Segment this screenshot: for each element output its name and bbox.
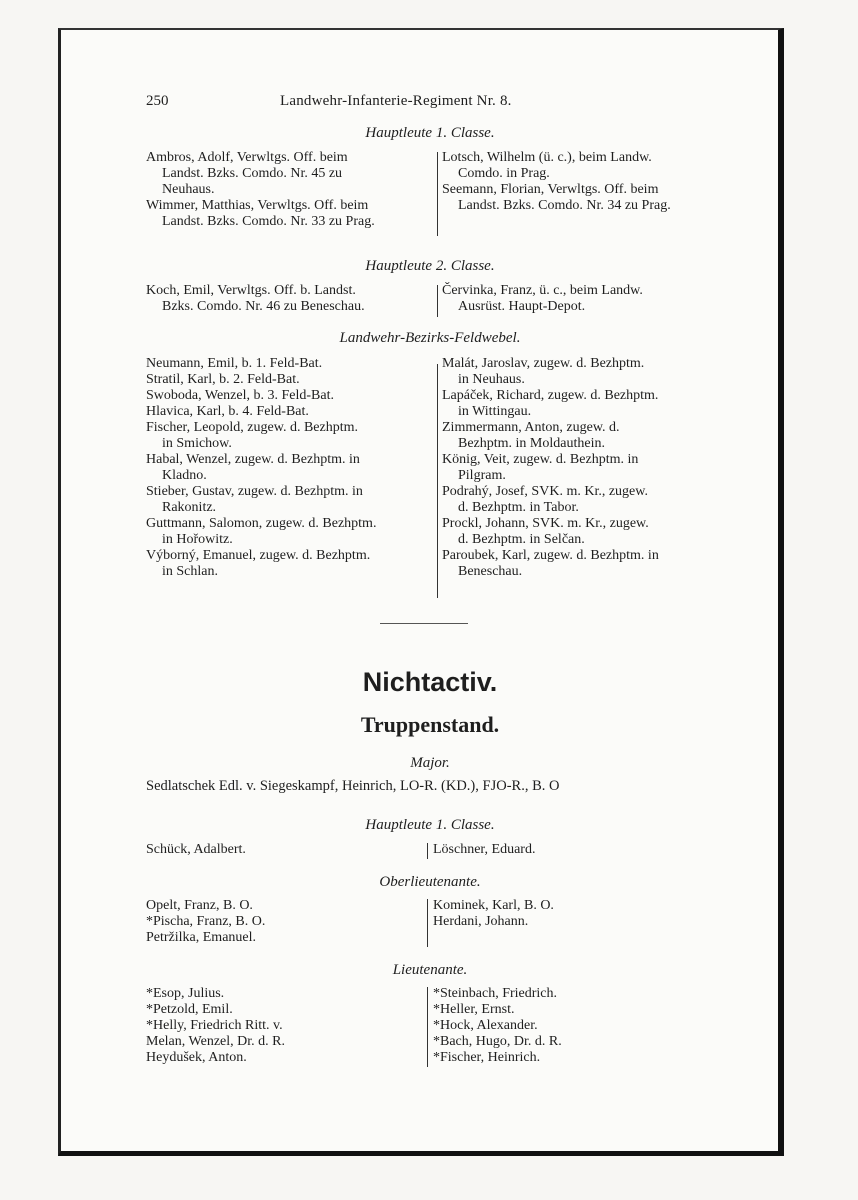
hauptleute-2-right (442, 283, 730, 315)
entry-name-line: Malát, Jaroslav, zugew. d. Bezhptm. (442, 356, 645, 371)
entry-continuation-line: Landst. Bzks. Comdo. Nr. 45 zu (162, 166, 343, 181)
entry-name-line: Petržilka, Emanuel. (146, 930, 257, 945)
entry-name-line: *Fischer, Heinrich. (433, 1050, 541, 1065)
entry-continuation-line: in Neuhaus. (458, 372, 525, 387)
entry-name-line: König, Veit, zugew. d. Bezhptm. in (442, 452, 639, 467)
entry-name-line: Melan, Wenzel, Dr. d. R. (146, 1034, 285, 1049)
lieutenante-right (433, 986, 713, 1066)
entry-continuation-line: in Hořowitz. (162, 532, 233, 547)
entry-name-line: Neumann, Emil, b. 1. Feld-Bat. (146, 356, 323, 371)
roster-entry (146, 420, 430, 452)
roster-entry (442, 420, 730, 452)
heading-hauptleute-1-nichtactiv: Hauptleute 1. Classe. (365, 817, 495, 833)
heading-oberlieutenante: Oberlieutenante. (379, 874, 481, 890)
roster-entry (442, 283, 730, 315)
column-divider (437, 364, 438, 598)
roster-entry (433, 842, 713, 858)
column-divider (437, 285, 438, 317)
roster-entry (442, 548, 730, 580)
entry-continuation-line: Comdo. in Prag. (458, 166, 550, 181)
entry-name-line: Habal, Wenzel, zugew. d. Bezhptm. in (146, 452, 360, 467)
hauptleute-1-right (442, 150, 730, 214)
section-rule (380, 623, 468, 624)
major-entry: Sedlatschek Edl. v. Siegeskampf, Heinrich, LO-R. (KD.), FJO-R., B. O (146, 778, 560, 794)
roster-entry (146, 842, 416, 858)
entry-continuation-line: d. Bezhptm. in Tabor. (458, 500, 579, 515)
entry-name-line: *Helly, Friedrich Ritt. v. (146, 1018, 283, 1033)
entry-name-line: *Petzold, Emil. (146, 1002, 233, 1017)
feldwebel-left (146, 356, 430, 580)
roster-entry (442, 182, 730, 214)
entry-name-line: Lotsch, Wilhelm (ü. c.), beim Landw. (442, 150, 652, 165)
entry-name-line: Ambros, Adolf, Verwltgs. Off. beim (146, 150, 348, 165)
entry-continuation-line: Beneschau. (458, 564, 523, 579)
column-divider (427, 899, 428, 947)
roster-entry (433, 898, 713, 914)
roster-entry (146, 388, 430, 404)
entry-name-line: Podrahý, Josef, SVK. m. Kr., zugew. (442, 484, 648, 499)
heading-hauptleute-2: Hauptleute 2. Classe. (365, 258, 495, 274)
entry-name-line: *Bach, Hugo, Dr. d. R. (433, 1034, 562, 1049)
roster-entry (433, 1034, 713, 1050)
oberlieutenante-left (146, 898, 416, 946)
entry-name-line: Guttmann, Salomon, zugew. d. Bezhptm. (146, 516, 377, 531)
entry-name-line: *Heller, Ernst. (433, 1002, 515, 1017)
roster-entry (146, 283, 430, 315)
roster-entry (442, 388, 730, 420)
heading-lieutenante: Lieutenante. (392, 962, 468, 978)
roster-entry (146, 516, 430, 548)
entry-continuation-line: Bzks. Comdo. Nr. 46 zu Beneschau. (162, 299, 365, 314)
roster-entry (146, 1018, 416, 1034)
entry-name-line: Kominek, Karl, B. O. (433, 898, 554, 913)
entry-name-line: *Steinbach, Friedrich. (433, 986, 558, 1001)
hauptleute-2-left (146, 283, 430, 315)
entry-continuation-line: Landst. Bzks. Comdo. Nr. 33 zu Prag. (162, 214, 375, 229)
heading-feldwebel: Landwehr-Bezirks-Feldwebel. (339, 330, 521, 346)
lieutenante-left (146, 986, 416, 1066)
entry-name-line: Herdani, Johann. (433, 914, 529, 929)
roster-entry (442, 516, 730, 548)
entry-continuation-line: in Wittingau. (458, 404, 532, 419)
entry-name-line: *Esop, Julius. (146, 986, 225, 1001)
roster-entry (146, 548, 430, 580)
hauptleute-1-left (146, 150, 430, 230)
roster-entry (146, 484, 430, 516)
roster-entry (146, 930, 416, 946)
roster-entry (146, 986, 416, 1002)
roster-entry (442, 484, 730, 516)
entry-continuation-line: Ausrüst. Haupt-Depot. (458, 299, 586, 314)
entry-name-line: Heydušek, Anton. (146, 1050, 247, 1065)
entry-name-line: *Pischa, Franz, B. O. (146, 914, 266, 929)
entry-name-line: Swoboda, Wenzel, b. 3. Feld-Bat. (146, 388, 334, 403)
entry-continuation-line: Neuhaus. (162, 182, 215, 197)
roster-entry (433, 986, 713, 1002)
feldwebel-right (442, 356, 730, 580)
entry-continuation-line: in Schlan. (162, 564, 218, 579)
roster-entry (146, 404, 430, 420)
entry-name-line: Schück, Adalbert. (146, 842, 246, 857)
roster-entry (146, 914, 416, 930)
entry-name-line: Zimmermann, Anton, zugew. d. (442, 420, 620, 435)
heading-hauptleute-1: Hauptleute 1. Classe. (365, 125, 495, 141)
column-divider (437, 152, 438, 236)
entry-continuation-line: Rakonitz. (162, 500, 217, 515)
roster-entry (146, 1002, 416, 1018)
roster-entry (442, 150, 730, 182)
roster-entry (433, 1018, 713, 1034)
entry-name-line: Stieber, Gustav, zugew. d. Bezhptm. in (146, 484, 363, 499)
entry-name-line: Wimmer, Matthias, Verwltgs. Off. beim (146, 198, 369, 213)
subtitle-truppenstand: Truppenstand. (360, 712, 500, 737)
entry-name-line: Stratil, Karl, b. 2. Feld-Bat. (146, 372, 300, 387)
entry-continuation-line: d. Bezhptm. in Selčan. (458, 532, 585, 547)
oberlieutenante-right (433, 898, 713, 930)
roster-entry (146, 198, 430, 230)
roster-entry (433, 1050, 713, 1066)
entry-continuation-line: in Smichow. (162, 436, 232, 451)
entry-name-line: Koch, Emil, Verwltgs. Off. b. Landst. (146, 283, 356, 298)
entry-name-line: Löschner, Eduard. (433, 842, 536, 857)
entry-continuation-line: Kladno. (162, 468, 207, 483)
page-number: 250 (146, 93, 169, 109)
title-nichtactiv: Nichtactiv. (362, 667, 498, 697)
roster-entry (146, 1034, 416, 1050)
entry-name-line: Opelt, Franz, B. O. (146, 898, 253, 913)
entry-continuation-line: Landst. Bzks. Comdo. Nr. 34 zu Prag. (458, 198, 671, 213)
column-divider (427, 843, 428, 859)
running-head: Landwehr-Infanterie-Regiment Nr. 8. (280, 93, 512, 109)
entry-name-line: Prockl, Johann, SVK. m. Kr., zugew. (442, 516, 649, 531)
roster-entry (146, 898, 416, 914)
entry-name-line: Fischer, Leopold, zugew. d. Bezhptm. (146, 420, 358, 435)
roster-entry (442, 452, 730, 484)
roster-entry (146, 356, 430, 372)
roster-entry (442, 356, 730, 388)
roster-entry (433, 1002, 713, 1018)
hauptleute-1b-right (433, 842, 713, 858)
entry-name-line: *Hock, Alexander. (433, 1018, 538, 1033)
entry-continuation-line: Pilgram. (458, 468, 506, 483)
entry-name-line: Hlavica, Karl, b. 4. Feld-Bat. (146, 404, 309, 419)
entry-name-line: Lapáček, Richard, zugew. d. Bezhptm. (442, 388, 659, 403)
roster-entry (146, 372, 430, 388)
roster-entry (146, 150, 430, 198)
heading-major: Major. (410, 755, 450, 771)
roster-entry (433, 914, 713, 930)
entry-continuation-line: Bezhptm. in Moldauthein. (458, 436, 605, 451)
entry-name-line: Červinka, Franz, ü. c., beim Landw. (442, 283, 643, 298)
entry-name-line: Paroubek, Karl, zugew. d. Bezhptm. in (442, 548, 659, 563)
column-divider (427, 987, 428, 1067)
roster-entry (146, 452, 430, 484)
hauptleute-1b-left (146, 842, 416, 858)
entry-name-line: Výborný, Emanuel, zugew. d. Bezhptm. (146, 548, 371, 563)
entry-name-line: Seemann, Florian, Verwltgs. Off. beim (442, 182, 659, 197)
roster-entry (146, 1050, 416, 1066)
